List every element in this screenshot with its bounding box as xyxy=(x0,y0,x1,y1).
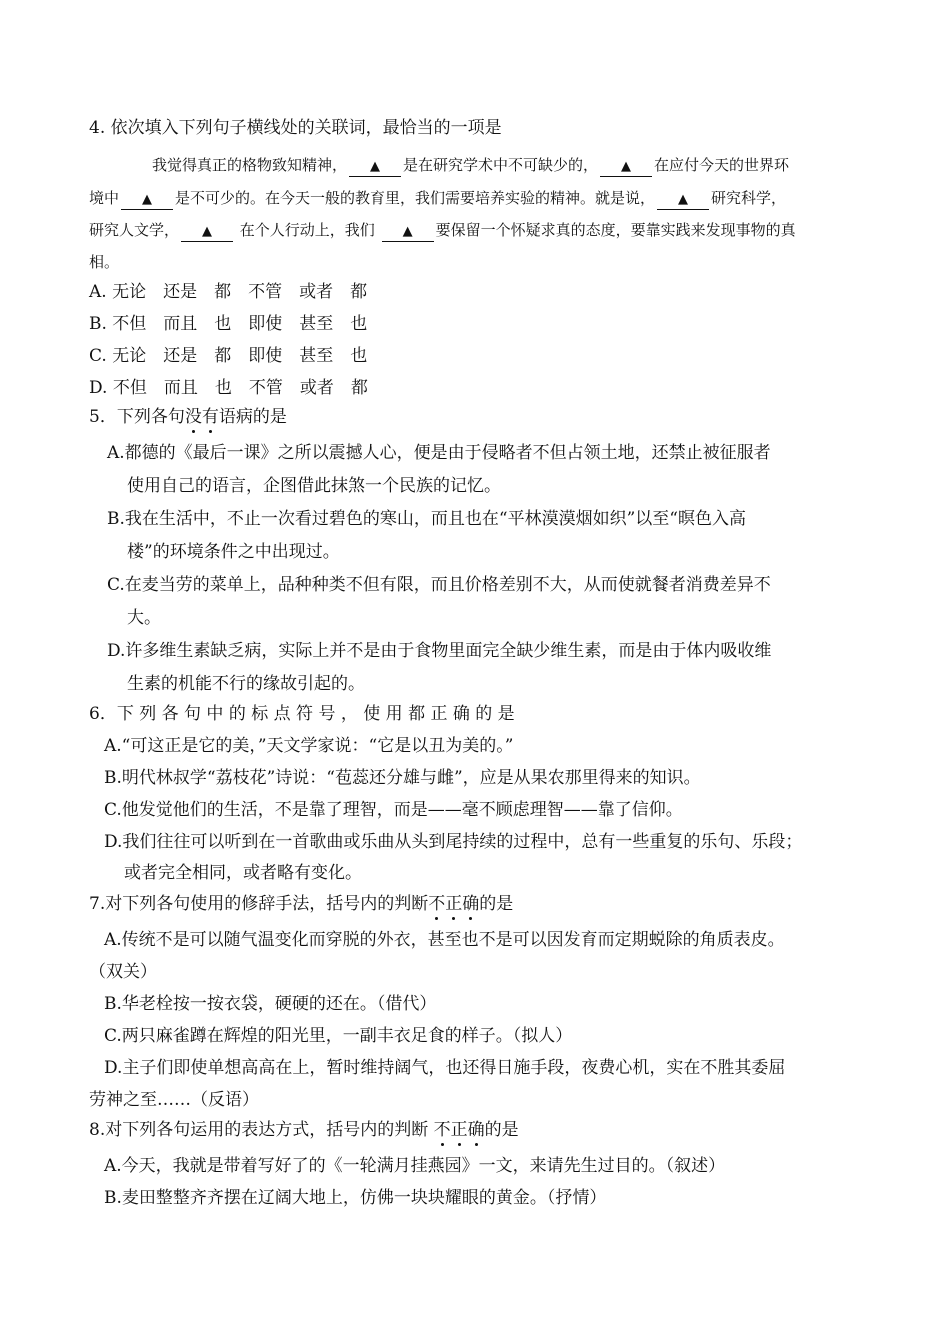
q4-passage-line-1: 我觉得真正的格物致知精神， ▲ 是在研究学术中不可缺少的， ▲ 在应付今天的世界环 xyxy=(152,154,789,177)
q5-option-d-line-1: D.许多维生素缺乏病，实际上并不是由于食物里面完全缺少维生素，而是由于体内吸收维 xyxy=(107,641,772,661)
blank-3: ▲ xyxy=(121,191,173,210)
q5-option-c-line-2: 大。 xyxy=(127,608,161,628)
q7-option-b: B.华老栓按一按衣袋，硬硬的还在。（借代） xyxy=(104,994,437,1014)
q5-option-d-line-2: 生素的机能不行的缘故引起的。 xyxy=(127,674,365,694)
q6-option-d-line-1: D.我们往往可以听到在一首歌曲或乐曲从头到尾持续的过程中，总有一些重复的乐句、乐段； xyxy=(104,832,803,852)
q4-passage-line-4: 相。 xyxy=(89,253,120,271)
q7-option-a-line-2: （双关） xyxy=(89,962,157,982)
emphasis-char: 正 xyxy=(445,894,463,914)
q4-passage-line-3: 研究人文学， ▲ 在个人行动上，我们 ▲ 要保留一个怀疑求真的态度，要靠实践来发现事物的真 xyxy=(89,219,796,242)
emphasis-char: 确 xyxy=(467,1120,485,1140)
q7-option-d-line-1: D.主子们即使单想高高在上，暂时维持阔气，也还得日施手段，夜费心机，实在不胜其委屈 xyxy=(104,1058,786,1078)
blank-4: ▲ xyxy=(657,191,709,210)
blank-6: ▲ xyxy=(382,223,434,242)
q6-option-b: B.明代林叔学“荔枝花”诗说：“苞蕊还分雄与雌”，应是从果农那里得来的知识。 xyxy=(104,768,701,788)
q4-stem: 4. 依次填入下列句子横线处的关联词，最恰当的一项是 xyxy=(89,118,502,138)
q7-stem: 7.对下列各句使用的修辞手法，括号内的判断不正确的是 xyxy=(89,894,514,914)
q4-option-d: D. 不但 而且 也 不管 或者 都 xyxy=(89,378,368,398)
q5-option-b-line-2: 楼”的环境条件之中出现过。 xyxy=(127,542,340,562)
q4-option-a: A. 无论 还是 都 不管 或者 都 xyxy=(89,282,368,302)
q6-option-c: C.他发觉他们的生活，不是靠了理智，而是——毫不顾虑理智——靠了信仰。 xyxy=(104,800,683,820)
q4-option-c: C. 无论 还是 都 即使 甚至 也 xyxy=(89,346,368,366)
q5-option-a-line-2: 使用自己的语言，企图借此抹煞一个民族的记忆。 xyxy=(127,476,501,496)
q8-option-b: B.麦田整整齐齐摆在辽阔大地上，仿佛一块块耀眼的黄金。（抒情） xyxy=(104,1188,607,1208)
q7-option-d-line-2: 劳神之至……（反语） xyxy=(89,1090,259,1110)
q6-option-a: A.“可这正是它的美，”天文学家说：“它是以丑为美的。” xyxy=(104,736,514,756)
q6-stem: 6．下 列 各 句 中 的 标 点 符 号 ， 使 用 都 正 确 的 是 xyxy=(89,704,515,724)
emphasis-char: 有 xyxy=(201,407,219,427)
q7-option-c: C.两只麻雀蹲在辉煌的阳光里，一副丰衣足食的样子。（拟人） xyxy=(104,1026,573,1046)
q4-option-b: B. 不但 而且 也 即使 甚至 也 xyxy=(89,314,368,334)
blank-2: ▲ xyxy=(600,158,652,177)
blank-5: ▲ xyxy=(181,223,233,242)
q5-stem: 5．下列各句没有语病的是 xyxy=(89,407,287,427)
q5-option-b-line-1: B.我在生活中，不止一次看过碧色的寒山，而且也在“平林漠漠烟如织”以至“暝色入高 xyxy=(107,509,746,529)
emphasis-char: 不 xyxy=(428,894,446,914)
q8-option-a: A.今天，我就是带着写好了的《一轮满月挂燕园》一文，来请先生过目的。（叙述） xyxy=(104,1156,726,1176)
emphasis-char: 没 xyxy=(184,407,202,427)
q6-option-d-line-2: 或者完全相同，或者略有变化。 xyxy=(124,863,362,883)
q4-passage-line-2: 境中 ▲ 是不可少的。在今天一般的教育里，我们需要培养实验的精神。就是说， ▲ 研究科学， xyxy=(89,187,786,210)
emphasis-char: 确 xyxy=(462,894,480,914)
q7-option-a-line-1: A.传统不是可以随气温变化而穿脱的外衣，甚至也不是可以因发育而定期蜕除的角质表皮。 xyxy=(104,930,785,950)
q5-option-c-line-1: C.在麦当劳的菜单上，品种种类不但有限，而且价格差别不大，从而使就餐者消费差异不 xyxy=(107,575,771,595)
q5-option-a-line-1: A.都德的《最后一课》之所以震撼人心，便是由于侵略者不但占领土地，还禁止被征服者 xyxy=(107,443,771,463)
q8-stem: 8.对下列各句运用的表达方式，括号内的判断 不正确的是 xyxy=(89,1120,519,1140)
emphasis-char: 正 xyxy=(450,1120,468,1140)
blank-1: ▲ xyxy=(349,158,401,177)
emphasis-char: 不 xyxy=(433,1120,451,1140)
